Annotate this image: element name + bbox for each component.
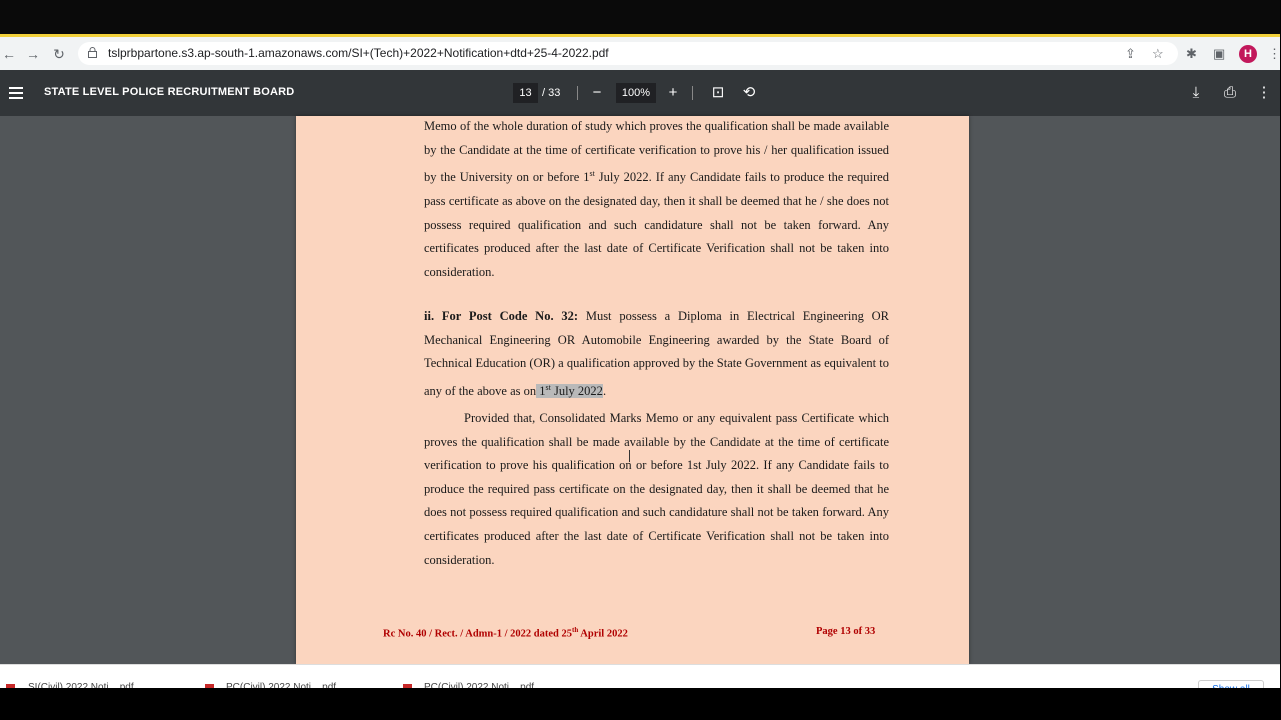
print-icon[interactable]: ⎙ xyxy=(1223,84,1236,101)
tab-strip xyxy=(0,0,1280,38)
share-icon[interactable]: ⇪ xyxy=(1125,46,1136,61)
side-panel-icon[interactable]: ▣ xyxy=(1213,46,1226,61)
lock-icon[interactable] xyxy=(88,47,97,58)
menu-icon[interactable]: ⋮ xyxy=(1268,46,1281,61)
page-total: / 33 xyxy=(542,87,561,99)
footer-reference: Rc No. 40 / Rect. / Admn-1 / 2022 dated 25th April 2022 xyxy=(383,626,628,640)
highlighted-date: 1st July 2022 xyxy=(536,382,603,398)
zoom-out-icon[interactable]: − xyxy=(592,84,602,101)
rotate-icon[interactable]: ⟲ xyxy=(742,84,756,101)
page-number-input[interactable]: 13 xyxy=(513,83,538,103)
hamburger-menu-icon[interactable] xyxy=(9,87,23,99)
item-label: ii. For Post Code No. 32: xyxy=(424,309,579,323)
pdf-toolbar xyxy=(0,70,1280,116)
divider xyxy=(577,86,578,100)
extensions-icon[interactable]: ✱ xyxy=(1186,46,1197,61)
zoom-in-icon[interactable]: + xyxy=(668,84,678,101)
browser-toolbar xyxy=(0,37,1280,70)
url-text[interactable]: tslprbpartone.s3.ap-south-1.amazonaws.com/SI+(Tech)+2022+Notification+dtd+25-4-2022.pdf xyxy=(108,46,609,60)
divider xyxy=(692,86,693,100)
paragraph-1: Memo of the whole duration of study which proves the qualification shall be made available by the Candidate at the time of certificate verification to prove his / her qualification issued by the University on or before 1st July 2022. If any Candidate fails to produce the required pass certificate as above on the designated day, then it shall be deemed that he / she does not possess required qualification and such candidature shall not be taken forward. Any certificates produced after the last date of Certificate Verification shall not be taken into consideration. xyxy=(424,119,889,279)
text-cursor xyxy=(629,450,632,462)
document-title: STATE LEVEL POLICE RECRUITMENT BOARD xyxy=(44,86,295,98)
forward-icon[interactable]: → xyxy=(26,46,40,62)
star-icon[interactable]: ☆ xyxy=(1152,46,1164,61)
bottom-bar xyxy=(0,688,1280,720)
zoom-input[interactable]: 100% xyxy=(616,83,656,103)
footer-page-number: Page 13 of 33 xyxy=(816,626,876,637)
paragraph-post-code-32: ii. For Post Code No. 32: Must possess a Diploma in Electrical Engineering OR Mechanical Engineering OR Automobile Engineering awarded by the State Board of Technical Education (OR) a qualification approved by the State Government as equivalent to any of the above as on 1st July 2022. xyxy=(424,309,889,398)
back-icon[interactable]: ← xyxy=(2,46,16,62)
fit-page-icon[interactable]: ⊡ xyxy=(711,84,725,101)
profile-avatar[interactable]: H xyxy=(1239,45,1257,63)
download-icon[interactable]: ⤓ xyxy=(1192,84,1200,101)
reload-icon[interactable]: ↻ xyxy=(53,46,65,62)
more-options-icon[interactable]: ⋮ xyxy=(1256,84,1272,101)
address-bar[interactable] xyxy=(78,42,1178,65)
paragraph-provided-that: Provided that, Consolidated Marks Memo or any equivalent pass Certificate which proves the qualification shall be made available by the Candidate at the time of certificate verification to prove his qualification on or before 1st July 2022. If any Candidate fails to produce the required pass certificate on the designated day, then it shall be deemed that he does not possess required qualification and such candidature shall not be taken forward. Any certificates produced after the last date of Certificate Verification shall not be taken into consideration. xyxy=(424,411,889,567)
downloads-bar xyxy=(0,664,1280,689)
